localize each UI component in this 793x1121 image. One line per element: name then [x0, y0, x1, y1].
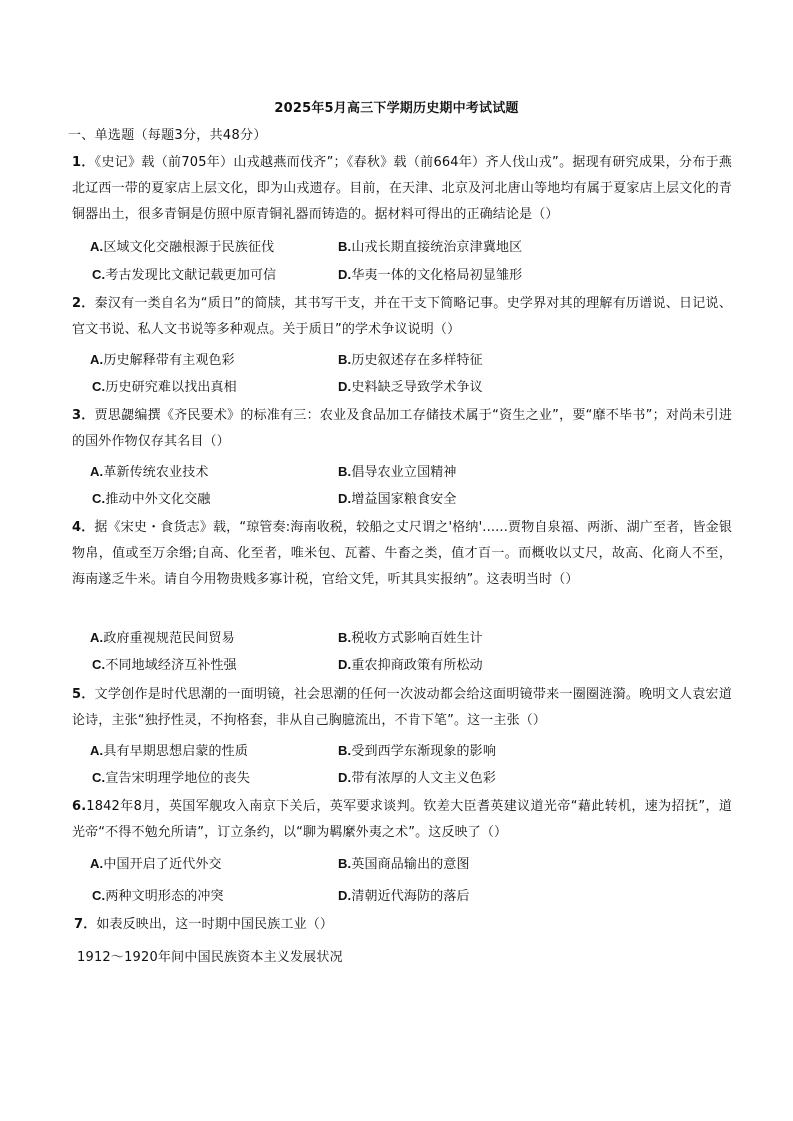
- question-1-option-a[interactable]: A.区域文化交融根源于民族征伐: [90, 239, 275, 255]
- question-7-stem: [74, 912, 734, 938]
- question-4-option-a[interactable]: A.政府重视规范民间贸易: [90, 630, 235, 646]
- question-number: 5．: [72, 687, 95, 702]
- question-number: 6.: [72, 799, 87, 814]
- question-2-option-c[interactable]: C.历史研究难以找出真相: [92, 379, 237, 395]
- question-2-option-a[interactable]: A.历史解释带有主观色彩: [90, 352, 235, 368]
- question-6-option-c[interactable]: C.两种文明形态的冲突: [92, 888, 224, 904]
- question-4-option-b[interactable]: B.税收方式影响百姓生计: [338, 630, 483, 646]
- question-5-option-d[interactable]: D.带有浓厚的人文主义色彩: [338, 770, 496, 786]
- question-6-stem: [72, 794, 732, 846]
- question-3-option-c[interactable]: C.推动中外文化交融: [92, 491, 211, 507]
- question-4-option-c[interactable]: C.不同地域经济互补性强: [92, 657, 237, 673]
- question-text: 秦汉有一类自名为“质日”的简牍，其书写干支，并在干支下简略记事。史学界对其的理解有历谱说、日记说、官文书说、私人文书说等多种观点。关于质日”的学术争议说明（）: [72, 296, 732, 337]
- question-text: 据《宋史・食货志》载，“琼管奏:海南收税，较船之丈尺谓之'格纳'......贾物自泉福、两浙、湖广至者，皆金银物帛，值或至万余缗;自高、化至者，唯米包、瓦蓄、牛畜之类，值才百一。而概收以丈尺，故高、化商人不至，海南遂乏牛米。请自今用物贵贱多寡计税，官给文凭，听其具实报纳”。这表明当时（）: [72, 520, 732, 587]
- question-6-option-d[interactable]: D.清朝近代海防的落后: [338, 888, 470, 904]
- question-2-option-d[interactable]: D.史料缺乏导致学术争议: [338, 379, 483, 395]
- question-text: 如表反映出，这一时期中国民族工业（）: [96, 917, 334, 932]
- page-title: 2025年5月高三下学期历史期中考试试题: [274, 101, 519, 116]
- question-3-option-a[interactable]: A.革新传统农业技术: [90, 464, 209, 480]
- question-6-option-b[interactable]: B.英国商品输出的意图: [338, 856, 470, 872]
- question-2-option-b[interactable]: B.历史叙述存在多样特征: [338, 352, 483, 368]
- question-number: 2．: [72, 296, 95, 311]
- question-number: 4．: [72, 520, 95, 535]
- question-1-stem: [72, 150, 732, 228]
- question-4-option-d[interactable]: D.重农抑商政策有所松动: [338, 657, 483, 673]
- question-text: 贾思勰编撰《齐民要术》的标准有三：农业及食品加工存储技术属于“资生之业”，要“靡不毕书”；对尚未引进的国外作物仅存其名目（）: [72, 408, 732, 449]
- question-1-option-d[interactable]: D.华夷一体的文化格局初显雏形: [338, 267, 523, 283]
- question-6-option-a[interactable]: A.中国开启了近代外交: [90, 856, 222, 872]
- question-3-option-d[interactable]: D.增益国家粮食安全: [338, 491, 457, 507]
- question-2-stem: [72, 291, 732, 343]
- table-caption: 1912～1920年间中国民族资本主义发展状况: [77, 950, 343, 965]
- question-5-stem: [72, 682, 732, 734]
- question-number: 3．: [72, 408, 95, 423]
- question-text: 1842年8月，英国军舰攻入南京下关后，英军要求谈判。钦差大臣耆英建议道光帝“藉此转机，速为招抚”，道光帝“不得不勉允所请”，订立条约，以“聊为羁縻外夷之术”。这反映了（）: [72, 799, 732, 840]
- question-1-option-b[interactable]: B.山戎长期直接统治京津冀地区: [338, 239, 523, 255]
- question-5-option-a[interactable]: A.具有早期思想启蒙的性质: [90, 743, 248, 759]
- question-5-option-b[interactable]: B.受到西学东渐现象的影响: [338, 743, 496, 759]
- question-text: 《史记》载（前705年）山戎越燕而伐齐”；《春秋》载（前664年）齐人伐山戎”。据现有研究成果，分布于燕北辽西一带的夏家店上层文化，即为山戎遗存。目前，在天津、北京及河北唐山等地均有属于夏家店上层文化的青铜器出土，很多青铜是仿照中原青铜礼器而铸造的。据材料可得出的正确结论是（）: [72, 155, 732, 222]
- question-5-option-c[interactable]: C.宣告宋明理学地位的丧失: [92, 770, 250, 786]
- section-heading: 一、单选题（每题3分，共48分）: [68, 128, 267, 143]
- question-3-option-b[interactable]: B.倡导农业立国精神: [338, 464, 457, 480]
- question-1-option-c[interactable]: C.考古发现比文献记载更加可信: [92, 267, 277, 283]
- question-text: 文学创作是时代思潮的一面明镜，社会思潮的任何一次波动都会给这面明镜带来一圈圈涟漪。晚明文人袁宏道论诗，主张“独抒性灵，不拘格套，非从自己胸臆流出，不肯下笔”。这一主张（）: [72, 687, 732, 728]
- question-number: 7．: [74, 917, 97, 932]
- question-3-stem: [72, 403, 732, 455]
- question-4-stem: [72, 515, 732, 593]
- question-number: 1．: [72, 155, 95, 170]
